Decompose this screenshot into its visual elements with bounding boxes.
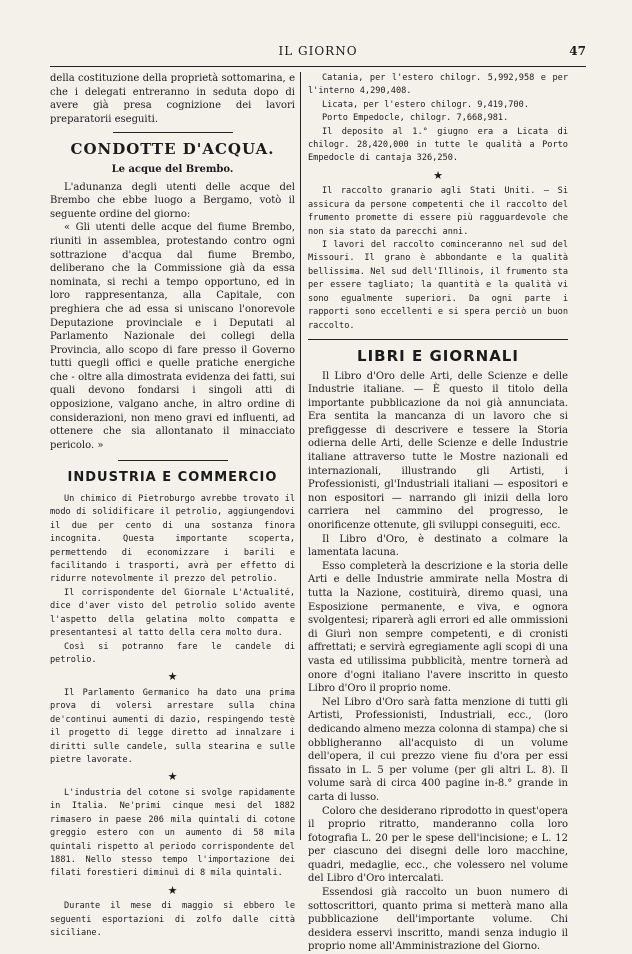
libri-paragraph: Essendosi già raccolto un buon numero di sottoscrittori, quanto prima si metterà mano alla pubblicazione dell'importante volume. Chi desidera esservi inscritto, mandi senza indugio il proprio nome all'Amministrazione del Giorno.	[308, 887, 568, 953]
section-rule	[113, 132, 233, 133]
star-separator: ★	[167, 670, 178, 684]
libri-paragraph: Il Libro d'Oro, è destinato a colmare la lamentata lacuna.	[308, 533, 568, 559]
industria-paragraph: Durante il mese di maggio si ebbero le seguenti esportazioni di zolfo dalle città siciliane.	[50, 901, 295, 939]
industria-paragraph: Il Parlamento Germanico ha dato una prima prova di volersi arrestare sulla china de'continui aumenti di dazio, respingendo testè il progetto di legge diretto ad innalzare i diritti sulle candele, sulla stearina e sulle pietre lavorate.	[50, 687, 295, 765]
export-line: Licata, per l'estero chilogr. 9,419,700.	[322, 99, 529, 110]
header-rule	[50, 66, 586, 67]
section-rule	[308, 339, 568, 340]
star-separator: ★	[167, 883, 178, 897]
right-column	[308, 72, 568, 954]
export-line: Porto Empedocle, chilogr. 7,668,981.	[322, 113, 509, 124]
grano-paragraph: I lavori del raccolto cominceranno nel sud del Missouri. Il grano è abbondante e la qualità bellissima. Nel sud dell'Illinois, il frumento sta per essere tagliato; la quantità e la qualità vi sono egualmente superiori. Da ogni parte i rapporti sono eccellenti e si spera perciò un buon raccolto.	[308, 240, 568, 331]
running-title: IL GIORNO	[278, 44, 358, 58]
condotte-resolution: « Gli utenti delle acque del fiume Brembo, riuniti in assemblea, protestando contro ogni sottrazione d'acqua dal fiume Brembo, deliberano che la Commissione già da essa nominata, si rechi a tempo opportuno, ed in loro rappresentanza, alla Capitale, con preghiera che ad essa si uniscano l'onorevole Deputazione provinciale e i Deputati al Parlamento Nazionale dei collegi della Provincia, allo scopo di fare presso il Governo tutti quegli offici e quelle pratiche energiche che - oltre alla dimostrata evidenza dei fatti, sui quali devono fondarsi i singoli atti di opposizione, valgano anche, in altro ordine di considerazioni, non meno gravi ed influenti, ad ottenere che sia allontanato il minacciato pericolo. »	[50, 222, 295, 451]
column-divider	[300, 72, 301, 840]
section-title-condotte: CONDOTTE D'ACQUA.	[70, 140, 275, 159]
section-rule	[118, 460, 228, 461]
libri-paragraph: Coloro che desiderano riprodotto in quest'opera il proprio ritratto, manderanno colla loro fotografia L. 20 per le spese dell'incisione; e L. 12 per ciascuno dei disegni delle loro macchine, quadri, medaglie, ecc., che volessero nel volume del Libro d'Oro intercalati.	[308, 805, 568, 885]
section-title-libri: LIBRI E GIORNALI	[357, 346, 519, 365]
subtitle-brembo: Le acque del Brembo.	[111, 163, 234, 175]
industria-paragraph: Così si potranno fare le candele di petrolio.	[50, 641, 295, 665]
grano-paragraph: Il raccolto granario agli Stati Uniti. — Si assicura da persone competenti che il raccolto del frumento promette di essere più ragguardevole che non sia stato da parecchi anni.	[308, 186, 568, 237]
export-line: Catania, per l'estero chilogr. 5,992,958 e per l'interno 4,290,408.	[308, 73, 568, 97]
star-separator: ★	[433, 168, 443, 182]
condotte-paragraph: L'adunanza degli utenti delle acque del Brembo che ebbe luogo a Bergamo, votò il seguente ordine del giorno:	[50, 181, 295, 220]
industria-paragraph: L'industria del cotone si svolge rapidamente in Italia. Ne'primi cinque mesi del 1882 rimasero in paese 206 mila quintali di cotone greggio estero con un aumento di 58 mila quintali rispetto al periodo corrispondente del 1881. Nello stesso tempo l'importazione dei filati forestieri diminuì di 8 mila quintali.	[50, 787, 295, 879]
libri-paragraph: Nel Libro d'Oro sarà fatta menzione di tutti gli Artisti, Professionisti, Industriali, ecc., (loro dedicando almeno mezza colonna di stampa) che si obbligheranno all'acquisto di un volume dell'opera, il cui prezzo viene fiu d'ora per essi fissato in L. 5 per volume (per gli altri L. 8). Il volume sarà di circa 400 pagine in-8.° grande in carta di lusso.	[308, 696, 568, 803]
section-title-industria: INDUSTRIA E COMMERCIO	[67, 470, 278, 486]
industria-paragraph: Il corrispondente del Giornale L'Actualité, dice d'aver visto del petrolio solido avente l'aspetto della gelatina molto compatta e presentantesi al tatto della cera molto dura.	[50, 587, 295, 639]
industria-paragraph: Un chimico di Pietroburgo avrebbe trovato il modo di solidificare il petrolio, aggiungendovi il due per cento di una sostanza finora incognita. Questa importante scoperta, permettendo di economizzare i barili e facilitando i trasporti, avrà per effetto di ridurre notevolmente il prezzo del petrolio.	[50, 494, 295, 585]
left-column	[50, 72, 295, 941]
page-header	[50, 44, 586, 60]
libri-paragraph: Il Libro d'Oro delle Arti, delle Scienze e delle Industrie italiane. — È questo il titolo della importante pubblicazione da noi già annunciata. Era sentita la mancanza di un lavoro che si prefiggesse di descrivere e tessere la Storia odierna delle Arti, delle Scienze e delle Industrie italiane attraverso tutte le Mostre nazionali ed internazionali, illustrando gli Artisti, i Professionisti, gl'Industriali italiani — espositori e non espositori — narrando gli inizii della loro carriera nel cammino del progresso, le onorificenze ottenute, gli sviluppi conseguiti, ecc.	[308, 370, 568, 532]
libri-paragraph: Esso completerà la descrizione e la storia delle Arti e delle Industrie ammirate nella Mostra di tutta la Nazione, costituirà, diremo quasi, una Esposizione permanente, e viva, e ognora svolgentesi; riparerà agli errori ed alle ommissioni di Giurì non sempre competenti, e di cronisti affrettati; e servirà egregiamente agli scopi di una vasta ed utilissima pubblicità, mentre tornerà ad onore d'ogni italiano l'avere inscritto in questo Libro d'Oro il proprio nome.	[308, 560, 568, 695]
star-separator: ★	[167, 770, 178, 784]
intro-paragraph: della costituzione della proprietà sottomarina, e che i delegati entreranno in seduta dopo di avere già presa cognizione dei lavori preparatorii eseguiti.	[50, 73, 295, 125]
export-line: Il deposito al 1.° giugno era a Licata di chilogr. 28,420,000 in tutte le qualità a Porto Empedocle di cantaja 326,250.	[308, 126, 568, 164]
page-number: 47	[569, 44, 586, 58]
